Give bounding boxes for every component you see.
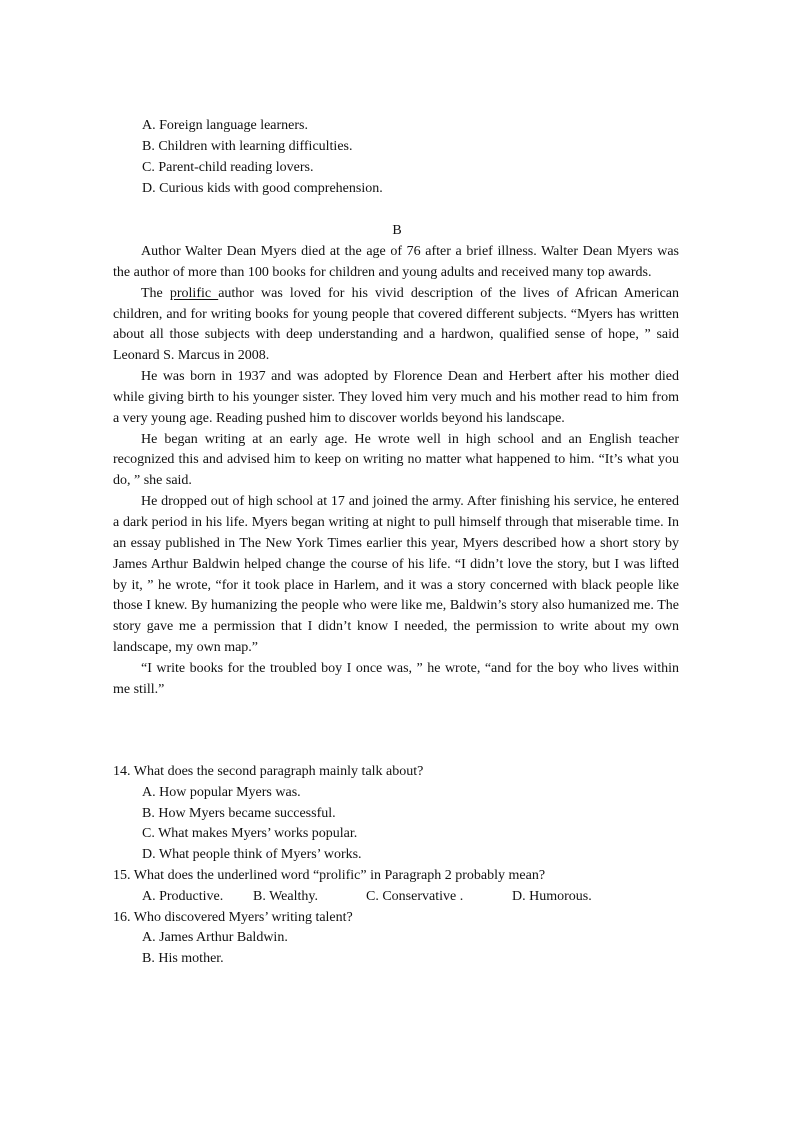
question-16 — [113, 908, 693, 970]
option-a: A. James Arthur Baldwin. — [142, 930, 288, 946]
paragraph-3: He was born in 1937 and was adopted by Florence Dean and Herbert after his mother died while giving birth to his younger sister. They loved him very much and his mother read to him from a very young age. Reading pushed him to discover worlds beyond his landscape. — [113, 369, 679, 426]
question-stem: 14. What does the second paragraph mainly talk about? — [113, 764, 424, 779]
underlined-word-prolific: prolific — [169, 285, 219, 301]
previous-question-options — [142, 115, 702, 199]
option-c: C. Conservative . — [366, 888, 464, 904]
questions-section — [113, 762, 693, 970]
paragraph-1: Author Walter Dean Myers died at the age of 76 after a brief illness. Walter Dean Myers was the author of more than 100 books for children and young adults and received many top awards. — [113, 244, 679, 280]
option-a: A. Productive. — [142, 888, 224, 904]
paragraph-4: He began writing at an early age. He wrote well in high school and an English teacher recognized this and advised him to keep on writing no matter what happened to him. “It’s what you do, ” she said. — [113, 431, 679, 489]
option-b: B. Children with learning difficulties. — [142, 139, 353, 154]
question-14 — [113, 762, 693, 866]
option-c: C. Parent-child reading lovers. — [142, 160, 314, 175]
option-c: C. What makes Myers’ works popular. — [142, 826, 358, 842]
option-a: A. Foreign language learners. — [142, 118, 308, 133]
reading-passage — [113, 242, 679, 701]
option-b: B. Wealthy. — [253, 888, 318, 904]
question-15 — [113, 866, 693, 908]
section-label: B — [392, 223, 402, 238]
question-stem: 16. Who discovered Myers’ writing talent? — [113, 909, 353, 925]
paragraph-2-rest: author was loved for his vivid description of the lives of African American children, and for writing books for young people that covered different subjects. “Myers has written about all those subjects with deep understanding and a hardwon, qualified sense of hope, ” said Leonard S. Marcus in 2008. — [113, 285, 679, 364]
paragraph-2 — [113, 284, 679, 367]
option-b: B. His mother. — [142, 951, 224, 967]
option-a: A. How popular Myers was. — [142, 784, 301, 800]
paragraph-2-start: The — [141, 285, 170, 301]
option-d: D. Humorous. — [512, 888, 592, 904]
question-stem: 15. What does the underlined word “prolific” in Paragraph 2 probably mean? — [113, 867, 546, 883]
option-b: B. How Myers became successful. — [142, 805, 336, 821]
paragraph-5: He dropped out of high school at 17 and joined the army. After finishing his service, he entered a dark period in his life. Myers began writing at night to pull himself through that miserable time. In an essay published in The New York Times earlier this year, Myers described how a short story by James Arthur Baldwin helped change the course of his life. “I didn’t love the story, but I was lifted by it, ” he wrote, “for it took place in Harlem, and it was a story concerned with black people like those I knew. By humanizing the people who were like me, Baldwin’s story also humanized me. The story gave me a permission that I didn’t know I needed, the permission to write about my own landscape, my own map.” — [113, 494, 679, 656]
options-row — [113, 887, 693, 908]
paragraph-6: “I write books for the troubled boy I once was, ” he wrote, “and for the boy who lives within me still.” — [113, 660, 679, 697]
option-d: D. What people think of Myers’ works. — [142, 847, 362, 863]
option-d: D. Curious kids with good comprehension. — [142, 181, 383, 196]
